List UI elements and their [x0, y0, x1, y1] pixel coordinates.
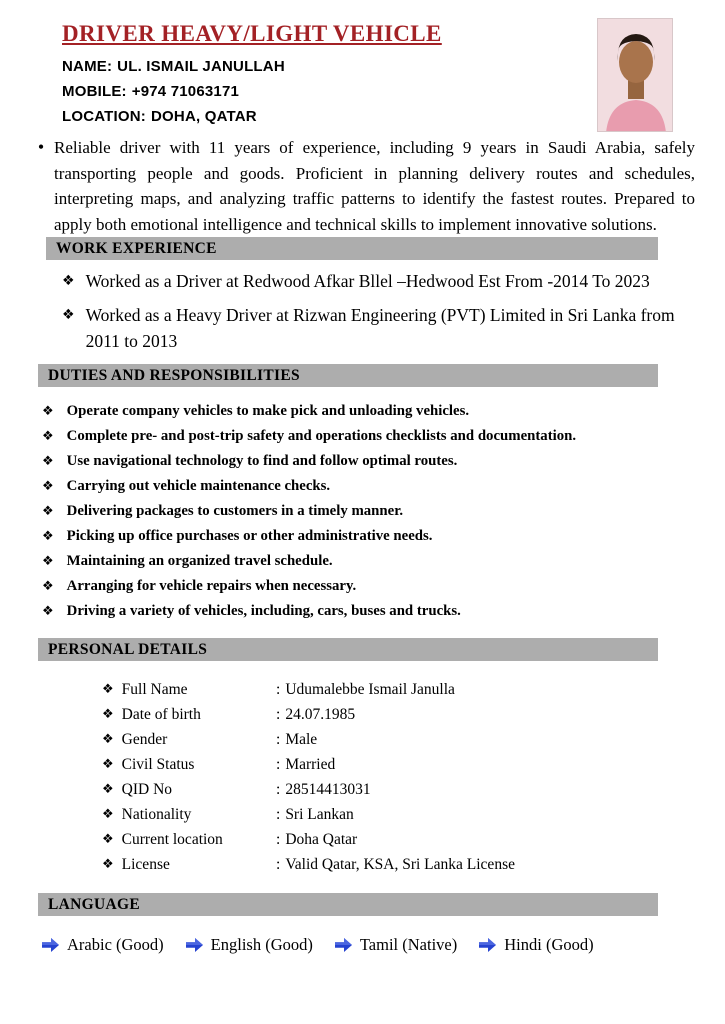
section-heading-personal-details: [38, 638, 658, 661]
section-heading-duties: [38, 364, 658, 387]
duty-item: [42, 474, 697, 499]
detail-value: [276, 802, 354, 827]
contact-value: +974 71063171: [131, 83, 240, 100]
detail-value-text: Doha Qatar: [285, 831, 358, 848]
diamond-bullet-icon: ❖: [42, 554, 54, 569]
personal-detail-row: [102, 702, 697, 727]
section-heading-language: [38, 893, 658, 916]
duty-text: Picking up office purchases or other administrative needs.: [66, 528, 433, 544]
language-item: [479, 932, 593, 958]
diamond-bullet-icon: ❖: [102, 682, 114, 697]
language-list: [42, 932, 697, 958]
personal-detail-row: [102, 777, 697, 802]
detail-label-text: QID No: [121, 781, 173, 798]
duty-text: Complete pre- and post-trip safety and operations checklists and documentation.: [66, 428, 577, 444]
detail-value-text: Sri Lankan: [285, 806, 354, 823]
detail-label-text: Gender: [121, 731, 168, 748]
arrow-right-icon: [42, 938, 59, 952]
detail-value: [276, 727, 317, 752]
detail-label: [102, 827, 276, 852]
diamond-bullet-icon: ❖: [62, 307, 75, 323]
detail-label-text: Full Name: [121, 681, 188, 698]
detail-label-text: License: [121, 856, 170, 873]
language-item: [335, 932, 457, 958]
work-experience-item: [62, 268, 697, 294]
contact-value: DOHA, QATAR: [151, 108, 257, 125]
diamond-bullet-icon: ❖: [42, 404, 54, 419]
diamond-bullet-icon: ❖: [42, 454, 54, 469]
detail-value: [276, 702, 355, 727]
detail-label: [102, 727, 276, 752]
contact-value: UL. ISMAIL JANULLAH: [117, 58, 285, 75]
diamond-bullet-icon: ❖: [102, 707, 114, 722]
detail-colon: :: [276, 806, 281, 823]
personal-detail-row: [102, 677, 697, 702]
duty-item: [42, 574, 697, 599]
duty-item: [42, 424, 697, 449]
detail-label-text: Date of birth: [121, 706, 201, 723]
detail-label: [102, 777, 276, 802]
contact-label: LOCATION:: [62, 108, 147, 125]
diamond-bullet-icon: ❖: [42, 604, 54, 619]
duty-item: [42, 399, 697, 424]
section-heading-label: DUTIES AND RESPONSIBILITIES: [48, 366, 300, 384]
detail-colon: :: [276, 781, 281, 798]
detail-colon: :: [276, 831, 281, 848]
language-label: Arabic (Good): [67, 935, 164, 954]
language-label: English (Good): [210, 935, 313, 954]
diamond-bullet-icon: ❖: [42, 504, 54, 519]
duty-item: [42, 499, 697, 524]
detail-label-text: Nationality: [121, 806, 192, 823]
duty-item: [42, 599, 697, 624]
duty-text: Maintaining an organized travel schedule.: [66, 553, 333, 569]
arrow-right-icon: [335, 938, 352, 952]
duty-text: Delivering packages to customers in a timely manner.: [66, 503, 404, 519]
summary-paragraph: Reliable driver with 11 years of experience, including 9 years in Saudi Arabia, safely transporting people and goods. Proficient in planning delivery routes and schedules, interpreting maps, and analyzing traffic patterns to identify the fastest routes. Prepared to apply both emotional intelligence and technical skills to implement innovative solutions.: [54, 138, 695, 234]
detail-label: [102, 852, 276, 877]
detail-label: [102, 802, 276, 827]
duty-item: [42, 449, 697, 474]
diamond-bullet-icon: ❖: [62, 273, 75, 289]
detail-label: [102, 702, 276, 727]
work-experience-text: Worked as a Driver at Redwood Afkar Bllel –Hedwood Est From -2014 To 2023: [85, 271, 650, 291]
detail-value-text: Male: [285, 731, 318, 748]
section-heading-label: WORK EXPERIENCE: [56, 239, 217, 257]
duty-text: Operate company vehicles to make pick and unloading vehicles.: [66, 403, 470, 419]
duty-item: [42, 549, 697, 574]
summary-row: [28, 135, 697, 237]
detail-value-text: 28514413031: [285, 781, 371, 798]
duty-text: Carrying out vehicle maintenance checks.: [66, 478, 331, 494]
arrow-right-icon: [479, 938, 496, 952]
language-label: Tamil (Native): [359, 935, 458, 954]
diamond-bullet-icon: ❖: [102, 832, 114, 847]
personal-detail-row: [102, 752, 697, 777]
detail-value: [276, 827, 357, 852]
section-heading-label: LANGUAGE: [48, 895, 140, 913]
language-item: [42, 932, 164, 958]
work-experience-list: [62, 268, 697, 354]
diamond-bullet-icon: ❖: [42, 579, 54, 594]
diamond-bullet-icon: ❖: [102, 782, 114, 797]
personal-detail-row: [102, 852, 697, 877]
detail-colon: :: [276, 706, 281, 723]
detail-value-text: Valid Qatar, KSA, Sri Lanka License: [285, 856, 515, 873]
contact-label: MOBILE:: [62, 83, 127, 100]
page-title: DRIVER HEAVY/LIGHT VEHICLE: [62, 21, 442, 46]
detail-label: [102, 677, 276, 702]
section-heading-label: PERSONAL DETAILS: [48, 640, 208, 658]
duty-item: [42, 524, 697, 549]
personal-detail-row: [102, 727, 697, 752]
diamond-bullet-icon: ❖: [42, 429, 54, 444]
profile-photo-graphic: [598, 19, 673, 132]
language-label: Hindi (Good): [504, 935, 594, 954]
diamond-bullet-icon: ❖: [102, 857, 114, 872]
detail-label-text: Civil Status: [121, 756, 195, 773]
detail-value-text: 24.07.1985: [285, 706, 356, 723]
diamond-bullet-icon: ❖: [42, 479, 54, 494]
duty-text: Driving a variety of vehicles, including, cars, buses and trucks.: [66, 603, 461, 619]
diamond-bullet-icon: ❖: [42, 529, 54, 544]
detail-colon: :: [276, 856, 281, 873]
diamond-bullet-icon: ❖: [102, 732, 114, 747]
language-item: [186, 932, 313, 958]
arrow-right-icon: [186, 938, 203, 952]
personal-detail-row: [102, 827, 697, 852]
detail-value: [276, 677, 455, 702]
detail-colon: :: [276, 756, 281, 773]
detail-label: [102, 752, 276, 777]
detail-value-text: Udumalebbe Ismail Janulla: [285, 681, 455, 698]
detail-label-text: Current location: [121, 831, 223, 848]
bullet-dot-icon: •: [37, 137, 45, 157]
duties-list: [42, 399, 697, 624]
section-heading-work-experience: [46, 237, 658, 260]
detail-value: [276, 752, 335, 777]
detail-value-text: Married: [285, 756, 336, 773]
diamond-bullet-icon: ❖: [102, 807, 114, 822]
work-experience-text: Worked as a Heavy Driver at Rizwan Engineering (PVT) Limited in Sri Lanka from 2011 to 2013: [85, 305, 675, 351]
duty-text: Use navigational technology to find and follow optimal routes.: [66, 453, 458, 469]
diamond-bullet-icon: ❖: [102, 757, 114, 772]
personal-details-list: [102, 677, 697, 877]
detail-value: [276, 852, 515, 877]
profile-photo: [597, 18, 673, 132]
duty-text: Arranging for vehicle repairs when necessary.: [66, 578, 357, 594]
detail-colon: :: [276, 681, 281, 698]
detail-value: [276, 777, 371, 802]
work-experience-item: [62, 302, 697, 354]
personal-detail-row: [102, 802, 697, 827]
contact-label: NAME:: [62, 58, 113, 75]
detail-colon: :: [276, 731, 281, 748]
